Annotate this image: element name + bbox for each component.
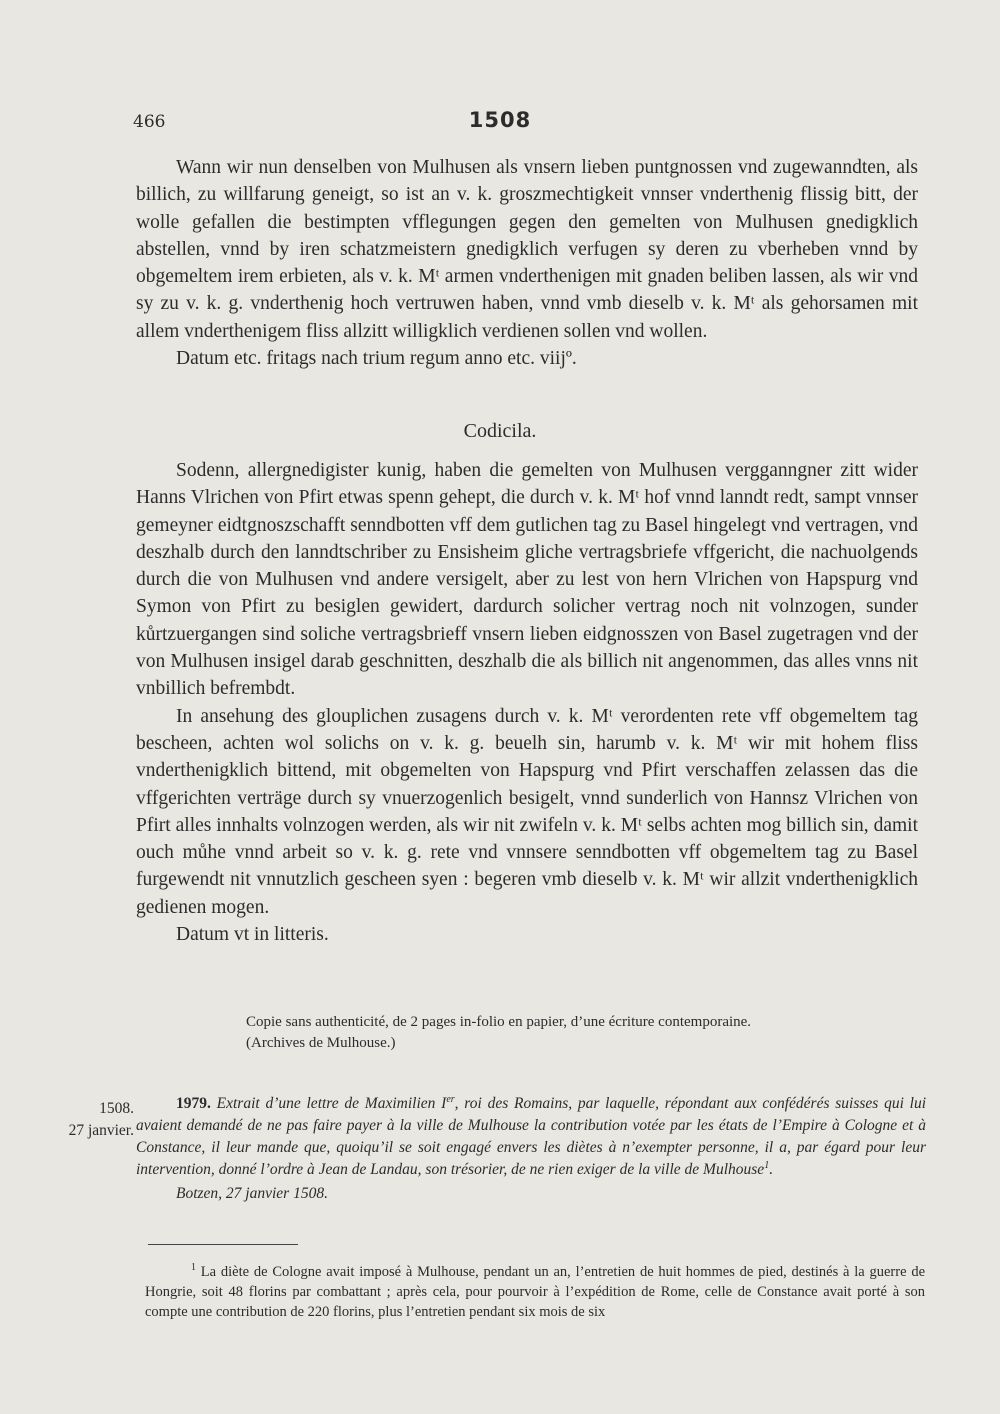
source-archive: (Archives de Mulhouse.) [246, 1035, 396, 1051]
entry-abstract [136, 1095, 926, 1178]
document-entry [136, 1093, 926, 1205]
margin-date [58, 1098, 134, 1142]
letter-paragraph: Wann wir nun denselben von Mulhusen als vnsern lieben puntgnossen vnd zugewanndten, als billich, zu willfarung geneigt, so ist an v. k. groszmechtigkeit vnnser vnderthenig flissig bitt, der wolle gefallen die bestimpten vfflegungen gegen den gemelten von Mulhusen gnedigklich abstellen, vnnd by iren schatzmeistern gnedigklich verfugen sy deren zu vberheben vnnd by obgemeltem irem erbieten, als v. k. Mᵗ armen vnderthenigen mit gnaden beliben lassen, als wir vnd sy zu v. k. g. vnderthenig hoch vertruwen haben, vnnd vmb dieselb v. k. Mᵗ als gehorsamen mit allem vnderthenigem fliss allzitt willigklich verdienen sollen vnd wollen. [136, 157, 918, 342]
abstract-text-start: Extrait d’une lettre de Maximilien I [216, 1095, 447, 1112]
abstract-text-rest: , roi des Romains, par laquelle, répondant aux confédérés suisses qui lui avaient demandé de ne pas faire payer à la ville de Mulhouse la contribution votée par les états de l’Empire à Cologne et à Constance, il leur mande que, quoiqu’il se soit engagé envers les diètes à n’exempter personne, il a, par égard pour leur intervention, donné l’ordre à Jean de Landau, son trésorier, de ne rien exiger de la ville de Mulhouse [136, 1095, 927, 1178]
footnote-divider [148, 1244, 298, 1245]
entry-number: 1979. [176, 1095, 211, 1112]
running-head-year: 1508 [468, 108, 532, 132]
letter-dating: Datum etc. fritags nach trium regum anno etc. viijº. [176, 348, 577, 370]
margin-day: 27 janvier. [68, 1122, 134, 1139]
regnal-superscript: er [446, 1093, 455, 1105]
letter-body [136, 154, 918, 372]
codicil-heading: Codicila. [463, 420, 537, 442]
codicil-paragraph-1: Sodenn, allergnedigister kunig, haben die gemelten von Mulhusen vergganngner zitt wider Hanns Vlrichen von Pfirt etwas spenn gehept, die durch v. k. Mᵗ hof vnnd lanndt redt, sampt vnnser gemeyner eidtgnoszschafft senndbotten vff dem gutlichen tag zu Basel hingelegt vnd vertragen, vnd deszhalb durch den lanndtschriber zu Ensisheim gliche vertragsbriefe vffgericht, die nachuolgends durch die von Mulhusen vnd andere versigelt, aber zu lest von hern Vlrichen von Hapspurg vnd Symon von Pfirt zu besiglen gewidert, dardurch solicher vertrag noch nit volnzogen, sunder kůrtzuergangen sind soliche vertragsbrieff vnsern lieben eidgnosszen von Basel zugetragen vnd der von Mulhusen insigel darab geschnitten, deszhalb die als billich nit angenommen, das alles vnns nit vnbillich befrembdt. [136, 460, 918, 700]
footnote-marker: 1 [191, 1262, 196, 1274]
abstract-text-end: . [769, 1161, 774, 1178]
codicil-paragraph-2: In ansehung des glouplichen zusagens durch v. k. Mᵗ verordenten rete vff obgemeltem tag bescheen, achten wol solichs on v. k. g. beuelh sin, harumb v. k. Mᵗ wir mit hohem fliss vnderthenigklich bittend, mit obgemelten von Hapspurg vnd Pfirt verschaffen zelassen das die vffgerichten verträge durch sy vnuerzogenlich besigelt, vnnd sunderlich von Hannsz Vlrichen von Pfirt alles innhalts volnzogen werden, als wir nit zwifeln v. k. Mᵗ selbs achten mog billich sin, damit ouch můhe vnnd arbeit so v. k. g. rete vnd vnnsere senndbotten vff obgemeltem tag zu Basel furgewendt nit vnnutzlich gescheen syen : begeren vmb dieselb v. k. Mᵗ wir allzit vnderthenigklich gedienen mogen. [136, 705, 918, 918]
source-description: Copie sans authenticité, de 2 pages in-folio en papier, d’une écriture contemporaine. [246, 1014, 752, 1030]
page-number: 466 [133, 112, 166, 132]
codicil-body [136, 457, 918, 948]
entry-place-date: Botzen, 27 janvier 1508. [176, 1185, 328, 1202]
footnote-reference: 1 [764, 1159, 770, 1171]
footnote [145, 1262, 925, 1322]
footnote-text: La diète de Cologne avait imposé à Mulhouse, pendant un an, l’entretien de huit hommes de pied, destinés à la guerre de Hongrie, soit 48 florins par combattant ; après cela, pour pourvoir à l’expédition de Rome, celle de Constance avait porté à son compte une contribution de 220 florins, plus l’entretien pendant six mois de six [145, 1264, 925, 1320]
source-note [246, 1012, 926, 1054]
codicil-dating: Datum vt in litteris. [176, 924, 329, 946]
margin-year: 1508. [99, 1100, 134, 1117]
